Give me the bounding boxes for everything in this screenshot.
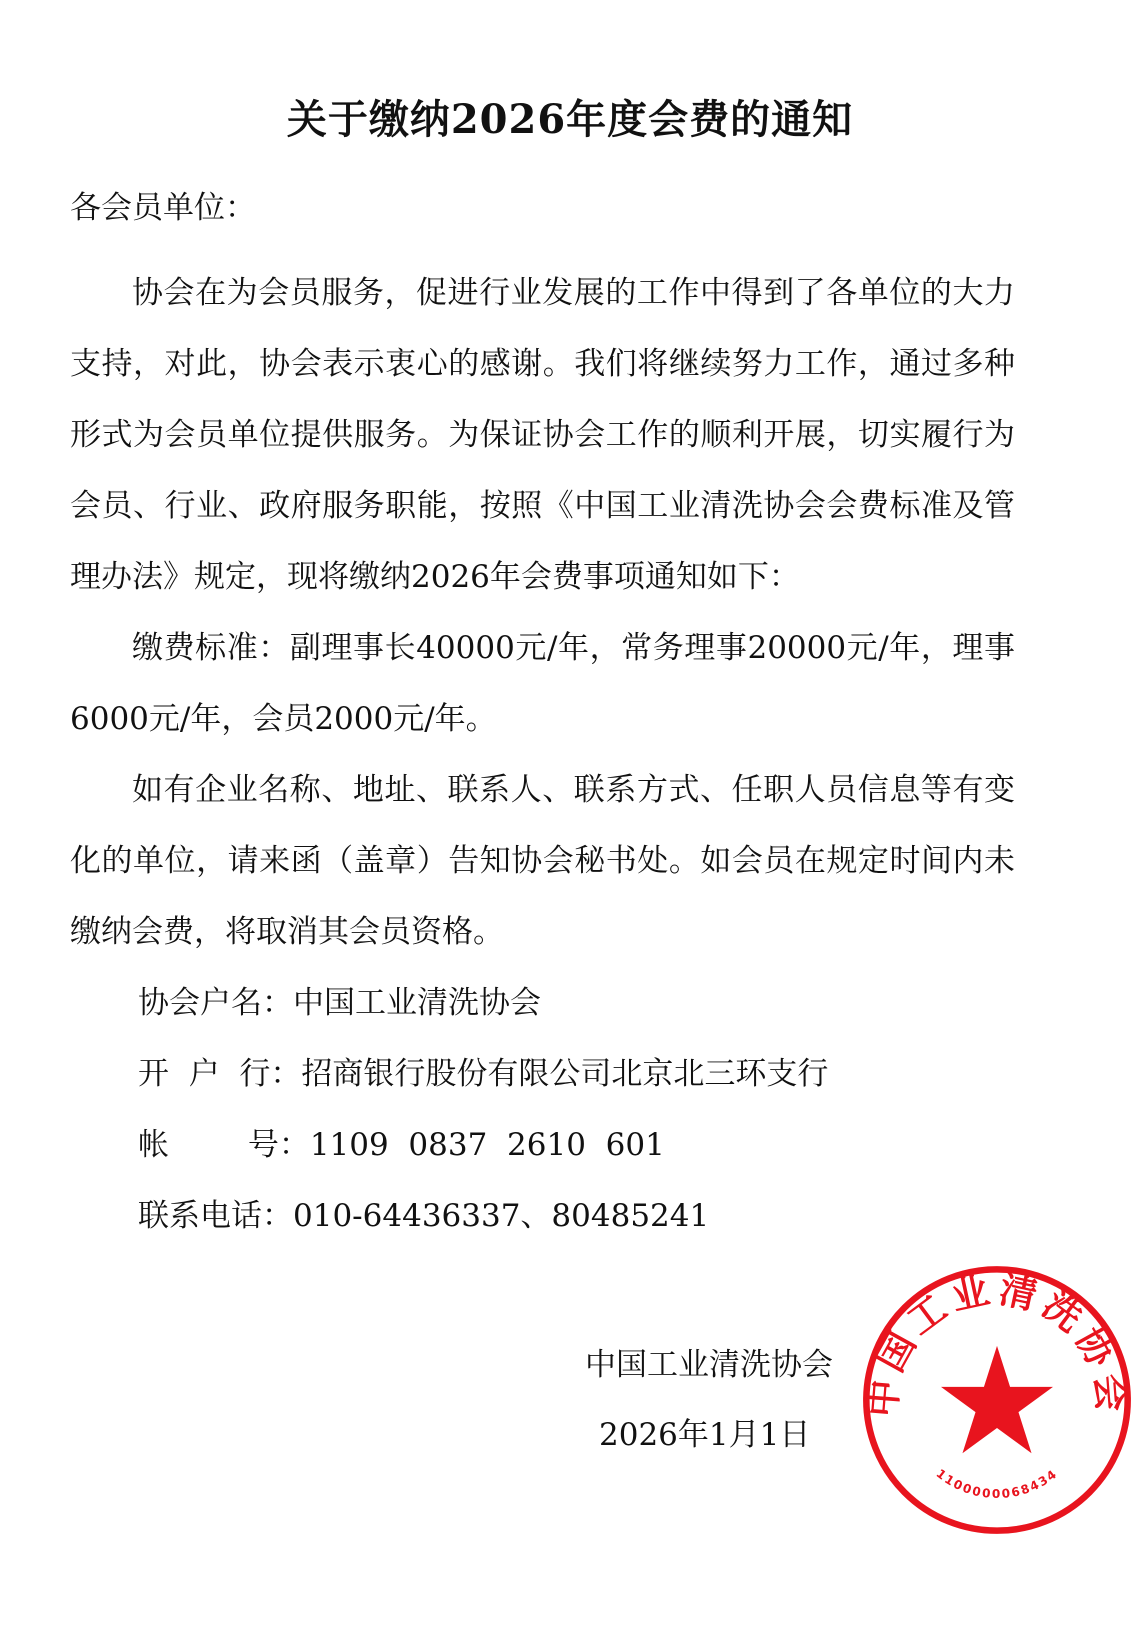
signature-org: 中国工业清洗协会: [585, 1347, 833, 1383]
account-bank: 开 户 行：招商银行股份有限公司北京北三环支行: [138, 1056, 829, 1092]
signature-block: [585, 1330, 855, 1470]
notice-body: [70, 258, 1015, 968]
account-info: [138, 968, 1015, 1252]
signature-area: [585, 1267, 1135, 1630]
document-content: [70, 258, 1135, 1630]
official-seal: [857, 1260, 1137, 1540]
account-name: 协会户名：中国工业清洗协会: [138, 985, 541, 1021]
contact-phone: 联系电话：010-64436337、80485241: [138, 1198, 710, 1234]
paragraph-changes: 如有企业名称、地址、联系人、联系方式、任职人员信息等有变化的单位，请来函（盖章）告知协会秘书处。如会员在规定时间内未缴纳会费，将取消其会员资格。: [70, 772, 1015, 950]
seal-text: 中国工业清洗协会: [859, 1267, 1135, 1419]
star-icon: [941, 1346, 1053, 1453]
paragraph-fee-standard: 缴费标准：副理事长40000元/年，常务理事20000元/年，理事6000元/年，会员2000元/年。: [70, 630, 1015, 737]
document-title: 关于缴纳2026年度会费的通知: [286, 96, 854, 143]
signature-date: 2026年1月1日: [599, 1417, 811, 1453]
paragraph-intro: 协会在为会员服务，促进行业发展的工作中得到了各单位的大力支持，对此，协会表示衷心的感谢。我们将继续努力工作，通过多种形式为会员单位提供服务。为保证协会工作的顺利开展，切实履行为会员、行业、政府服务职能，按照《中国工业清洗协会会费标准及管理办法》规定，现将缴纳2026年会费事项通知如下：: [70, 275, 1015, 595]
salutation: 各会员单位：: [70, 190, 256, 226]
account-number: 帐 号：1109 0837 2610 601: [138, 1127, 665, 1163]
seal-number: 1100000068434: [933, 1466, 1061, 1501]
